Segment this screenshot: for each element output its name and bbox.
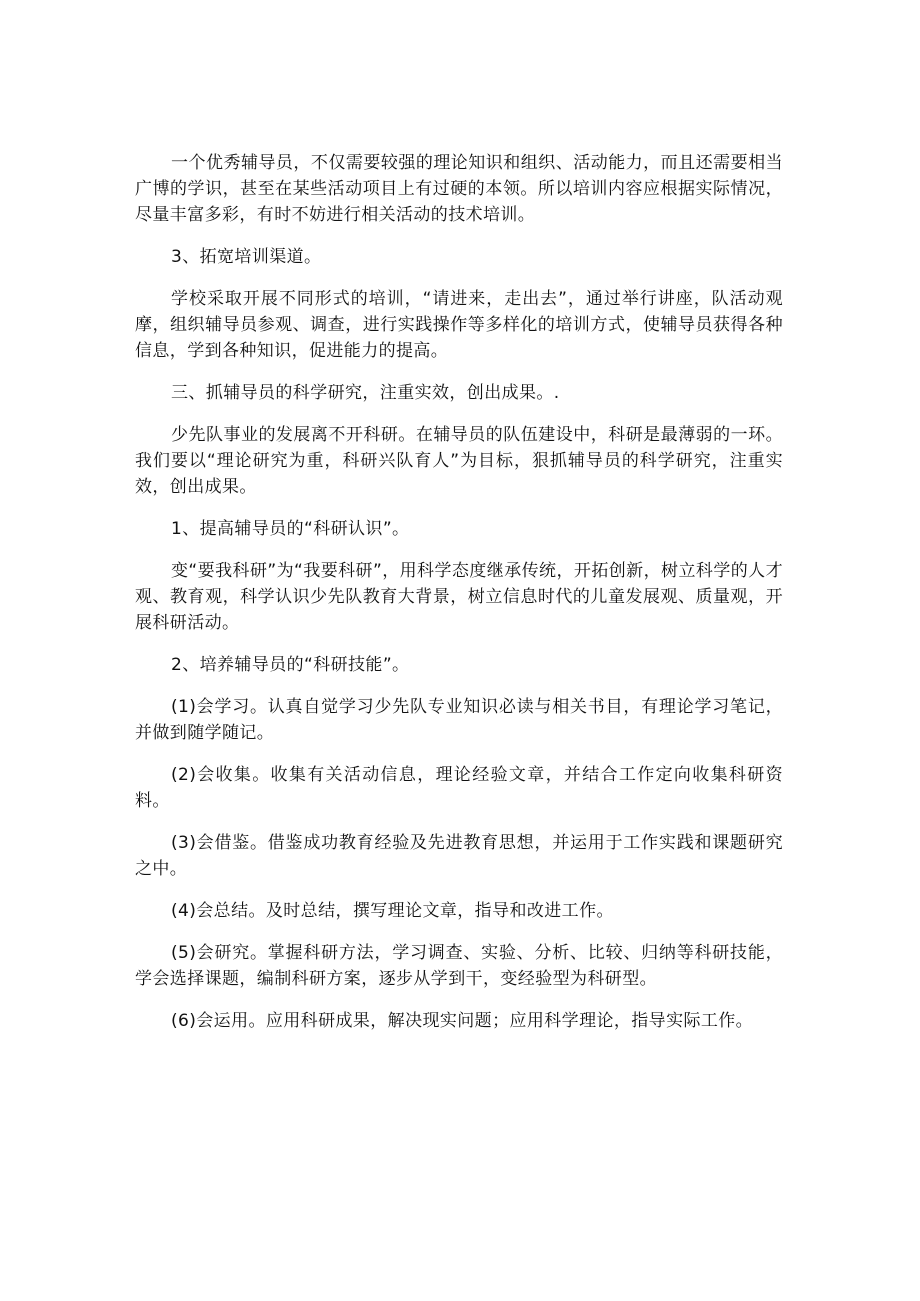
list-item-learning: (1)会学习。认真自觉学习少先队专业知识必读与相关书目，有理论学习笔记，并做到随学随记。 xyxy=(135,697,783,743)
document-body xyxy=(135,150,783,1050)
heading-section-three-research: 三、抓辅导员的科学研究，注重实效，创出成果。. xyxy=(171,383,560,403)
list-item-summarizing: (4)会总结。及时总结，撰写理论文章，指导和改进工作。 xyxy=(171,901,614,921)
list-item-researching: (5)会研究。掌握科研方法，学习调查、实验、分析、比较、归纳等科研技能，学会选择课题，编制科研方案，逐步从学到干，变经验型为科研型。 xyxy=(135,943,783,989)
paragraph-research-importance: 少先队事业的发展离不开科研。在辅导员的队伍建设中，科研是最薄弱的一环。我们要以“理论研究为重，科研兴队育人”为目标，狠抓辅导员的科学研究，注重实效，创出成果。 xyxy=(135,425,783,497)
list-item-borrowing: (3)会借鉴。借鉴成功教育经验及先进教育思想，并运用于工作实践和课题研究之中。 xyxy=(135,833,783,879)
paragraph-intro: 一个优秀辅导员，不仅需要较强的理论知识和组织、活动能力，而且还需要相当广博的学识，甚至在某些活动项目上有过硬的本领。所以培训内容应根据实际情况，尽量丰富多彩，有时不妨进行相关活动的技术培训。 xyxy=(135,153,783,225)
heading-research-skills: 2、培养辅导员的“科研技能”。 xyxy=(171,655,410,675)
heading-research-awareness: 1、提高辅导员的“科研认识”。 xyxy=(171,519,410,539)
list-item-collecting: (2)会收集。收集有关活动信息，理论经验文章，并结合工作定向收集科研资料。 xyxy=(135,765,783,811)
heading-broaden-training-channels: 3、拓宽培训渠道。 xyxy=(171,247,322,267)
paragraph-training-forms: 学校采取开展不同形式的培训，“请进来，走出去”，通过举行讲座，队活动观摩，组织辅导员参观、调查，进行实践操作等多样化的培训方式，使辅导员获得各种信息，学到各种知识，促进能力的提高。 xyxy=(135,289,783,361)
paragraph-research-awareness: 变“要我科研”为“我要科研”，用科学态度继承传统，开拓创新，树立科学的人才观、教育观，科学认识少先队教育大背景，树立信息时代的儿童发展观、质量观，开展科研活动。 xyxy=(135,561,783,633)
list-item-applying: (6)会运用。应用科研成果，解决现实问题；应用科学理论，指导实际工作。 xyxy=(171,1011,754,1031)
